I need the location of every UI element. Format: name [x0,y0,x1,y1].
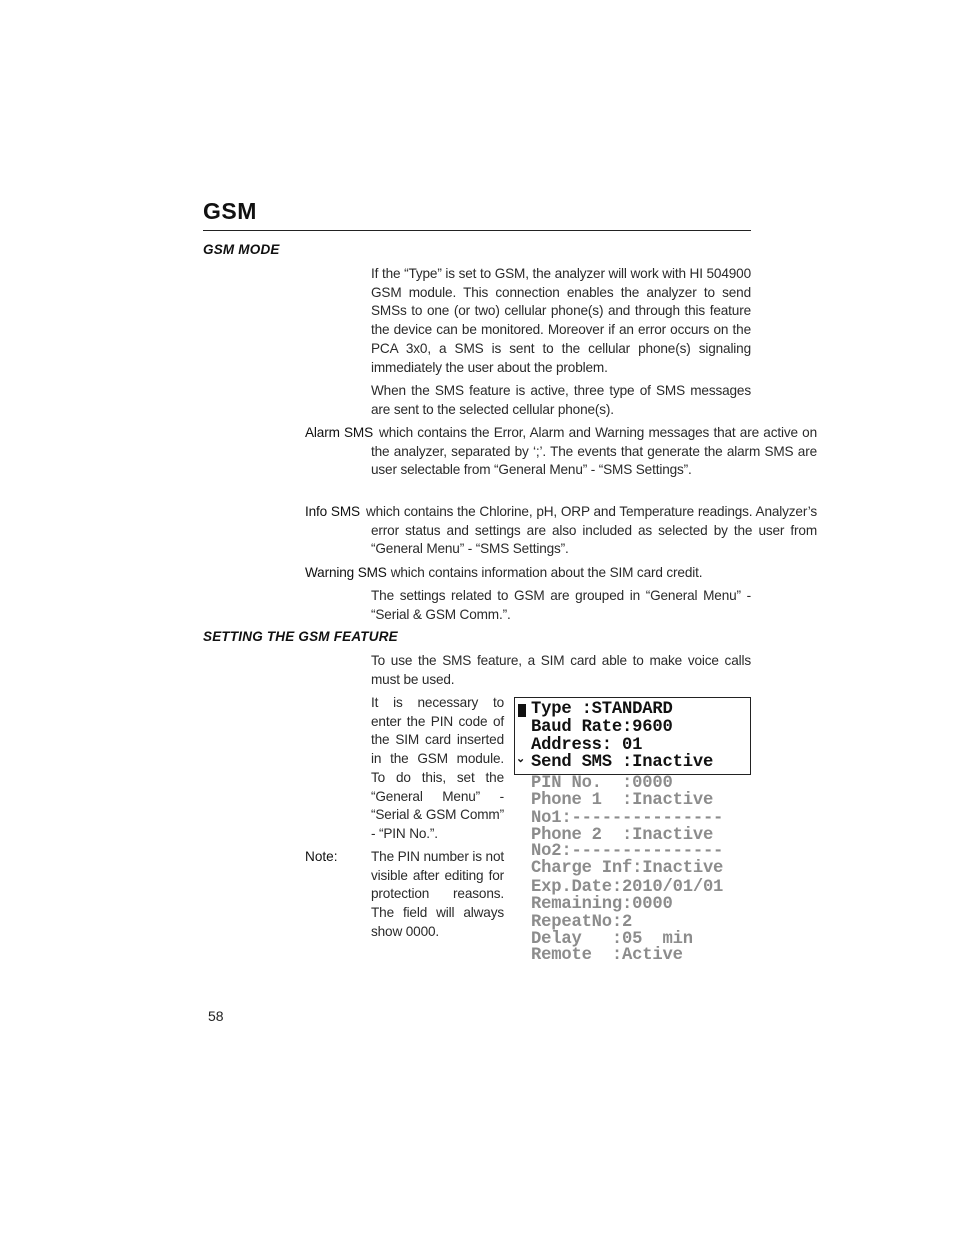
menu-line-no2: No2:--------------- [531,842,724,861]
warning-sms-term: Warning SMS [305,565,387,580]
note-text: The PIN number is not visible after editing for protection reasons. The field will always show 0000. [371,849,504,939]
menu-line-repeat-no: RepeatNo:2 [531,913,633,932]
setting-intro: To use the SMS feature, a SIM card able to make voice calls must be used. [371,653,751,687]
gsm-mode-heading: GSM MODE [203,242,280,257]
alarm-sms-item [305,424,817,480]
scroll-down-icon: ⌄ [516,753,526,765]
gsm-mode-paragraph-2: When the SMS feature is active, three type of SMS messages are sent to the selected cellular phone(s). [371,383,751,417]
info-sms-item [305,503,817,559]
lcd-line-type: Type :STANDARD [531,700,673,719]
menu-line-no1: No1:--------------- [531,809,724,828]
info-sms-text: which contains the Chlorine, pH, ORP and Temperature readings. Analyzer’s error status and settings are also included as selected by the user from “General Menu” - “SMS Settings”. [365,504,817,557]
page-number: 58 [208,1008,224,1024]
menu-line-phone-2: Phone 2 :Inactive [531,826,714,845]
warning-sms-item [305,564,751,583]
lcd-line-send-sms: Send SMS :Inactive [531,753,714,772]
lcd-line-baud-rate: Baud Rate:9600 [531,718,673,737]
gsm-mode-closing: The settings related to GSM are grouped in “General Menu” - “Serial & GSM Comm.”. [371,588,751,622]
lcd-line-address: Address: 01 [531,736,643,755]
alarm-sms-text: which contains the Error, Alarm and Warning messages that are active on the analyzer, separated by ‘;’. The events that generate the alarm SMS are user selectable from “General Menu” - “SMS Settings”. [371,425,817,478]
setting-heading: SETTING THE GSM FEATURE [203,629,398,644]
menu-line-phone-1: Phone 1 :Inactive [531,791,714,810]
menu-line-remote: Remote :Active [531,946,683,965]
alarm-sms-term: Alarm SMS [305,425,374,440]
section-title: GSM [203,198,257,224]
warning-sms-text: which contains information about the SIM card credit. [390,565,703,580]
menu-line-remaining: Remaining:0000 [531,895,673,914]
info-sms-term: Info SMS [305,504,360,519]
gsm-mode-paragraph-1: If the “Type” is set to GSM, the analyzer will work with HI 504900 GSM module. This connection enables the analyzer to send SMSs to one (or two) cellular phone(s) and through this feature the device can be monitored. Moreover if an error occurs on the PCA 3x0, a SMS is sent to the cellular phone(s) signaling immediately the user about the problem. [371,266,751,375]
selection-cursor-icon [518,704,526,717]
note-label: Note: [305,849,338,864]
menu-line-pin: PIN No. :0000 [531,774,673,793]
pin-instructions: It is necessary to enter the PIN code of the SIM card inserted in the GSM module. To do this, set the “General Menu” - “Serial & GSM Comm” - “PIN No.”. [371,695,504,841]
title-rule [203,230,751,231]
menu-line-delay: Delay :05 min [531,930,693,949]
menu-line-exp-date: Exp.Date:2010/01/01 [531,878,724,897]
menu-line-charge-inf: Charge Inf:Inactive [531,859,724,878]
